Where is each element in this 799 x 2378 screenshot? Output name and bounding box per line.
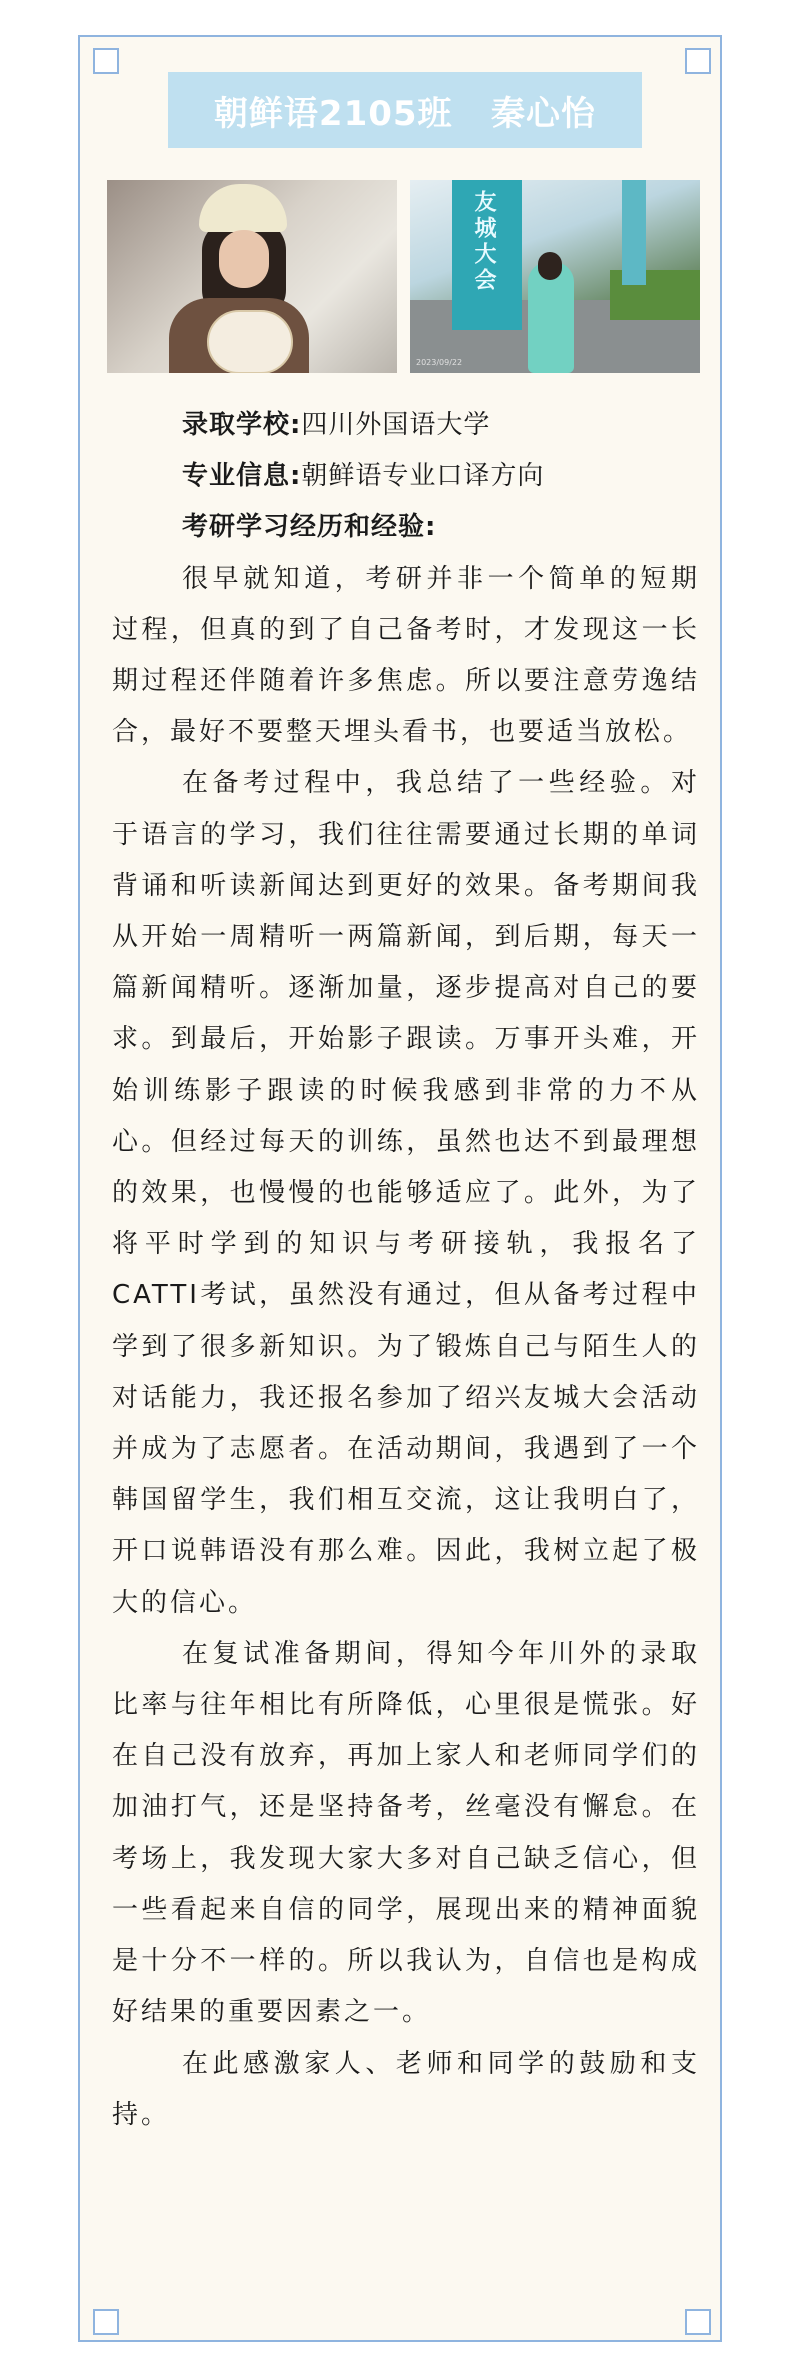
- student-photo-at-conference-icon: [410, 180, 700, 373]
- frame-top-edge: [78, 35, 722, 37]
- photo-banner-text: 友城大会: [471, 190, 496, 294]
- major-value: 朝鲜语专业口译方向: [301, 461, 545, 492]
- school-value: 四川外国语大学: [301, 410, 491, 440]
- school-label: 录取学校:: [182, 410, 302, 440]
- frame-corner-bottom-left: [93, 2309, 119, 2335]
- article-body: [112, 400, 700, 2141]
- paragraph-4: 在此感激家人、老师和同学的鼓励和支持。: [112, 2048, 700, 2130]
- student-photo-with-cake-icon: [107, 180, 397, 373]
- experience-heading: [112, 502, 700, 553]
- photo-date-stamp: 2023/09/22: [416, 358, 463, 367]
- paragraph-1: 很早就知道，考研并非一个简单的短期过程，但真的到了自己备考时，才发现这一长期过程还伴随着许多焦虑。所以要注意劳逸结合，最好不要整天埋头看书，也要适当放松。: [112, 563, 700, 748]
- photo-face-shape: [219, 230, 269, 288]
- major-line: [112, 451, 700, 502]
- paragraph-2: 在备考过程中，我总结了一些经验。对于语言的学习，我们往往需要通过长期的单词背诵和听读新闻达到更好的效果。备考期间我从开始一周精听一两篇新闻，到后期，每天一篇新闻精听。逐渐加量，逐步提高对自己的要求。到最后，开始影子跟读。万事开头难，开始训练影子跟读的时候我感到非常的力不从心。但经过每天的训练，虽然也达不到最理想的效果，也慢慢的也能够适应了。此外，为了将平时学到的知识与考研接轨，我报名了CATTI考试，虽然没有通过，但从备考过程中学到了很多新知识。为了锻炼自己与陌生人的对话能力，我还报名参加了绍兴友城大会活动并成为了志愿者。在活动期间，我遇到了一个韩国留学生，我们相互交流，这让我明白了，开口说韩语没有那么难。因此，我树立起了极大的信心。: [112, 768, 700, 1618]
- photo-head-shape: [538, 252, 562, 280]
- photo-hat-shape: [199, 184, 287, 232]
- title-banner: [168, 72, 642, 148]
- frame-corner-bottom-right: [685, 2309, 711, 2335]
- frame-corner-top-left: [93, 48, 119, 74]
- experience-label: 考研学习经历和经验:: [182, 512, 437, 543]
- major-label: 专业信息:: [182, 461, 302, 492]
- photo-banner-small-shape: [622, 180, 646, 285]
- paragraph-3: 在复试准备期间，得知今年川外的录取比率与往年相比有所降低，心里很是慌张。好在自己没有放弃，再加上家人和老师同学们的加油打气，还是坚持备考，丝毫没有懈怠。在考场上，我发现大家大多对自己缺乏信心，但一些看起来自信的同学，展现出来的精神面貌是十分不一样的。所以我认为，自信也是构成好结果的重要因素之一。: [112, 1638, 700, 2028]
- photo-cake-shape: [207, 310, 293, 373]
- school-line: [112, 400, 700, 451]
- frame-corner-top-right: [685, 48, 711, 74]
- page-title: 朝鲜语2105班 秦心怡: [213, 93, 597, 134]
- frame-bottom-edge: [78, 2340, 722, 2342]
